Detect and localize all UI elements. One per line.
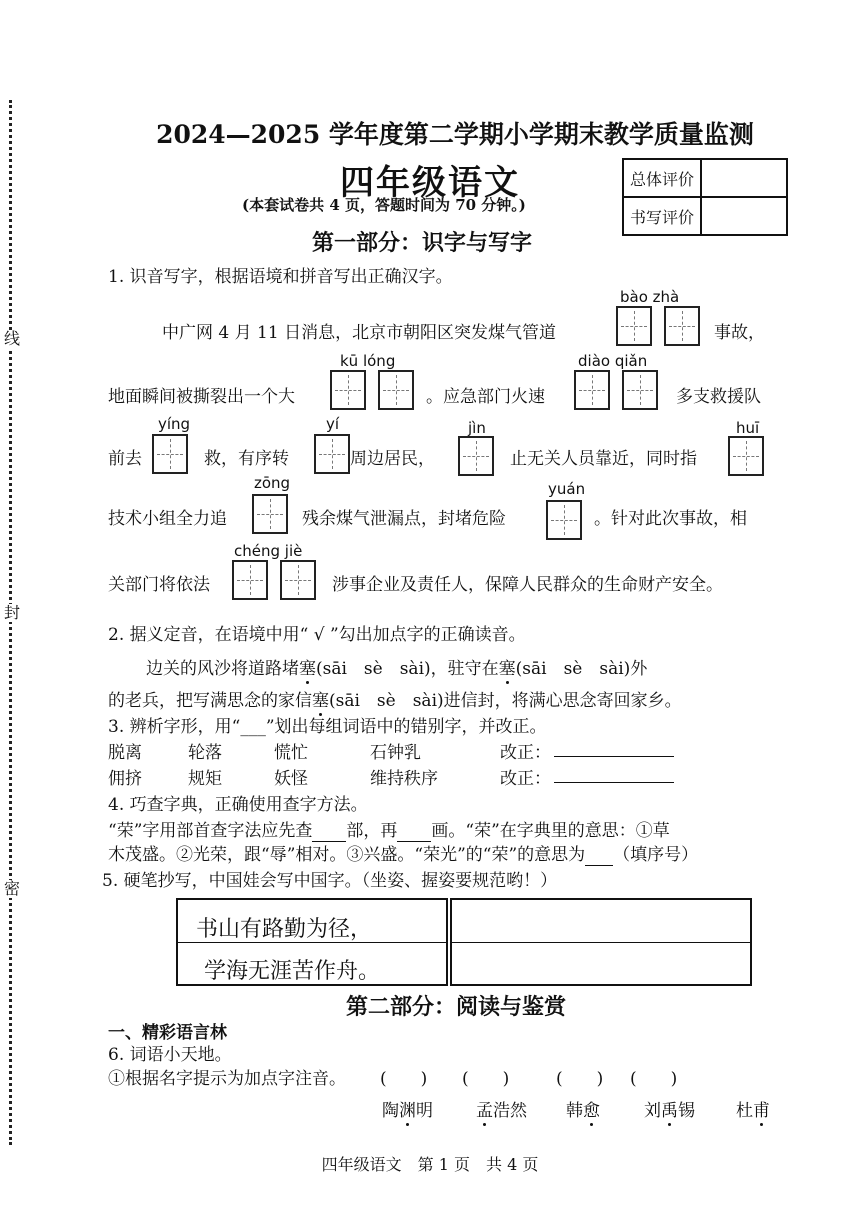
pinyin-baozha: bào zhà (620, 288, 680, 306)
pinyin-ying: yíng (158, 415, 191, 433)
name-item: 刘禹锡 (644, 1101, 695, 1121)
pinyin-chengjie: chéng jiè (234, 542, 303, 560)
name-item: 孟浩然 (476, 1101, 527, 1121)
evaluation-table (622, 158, 788, 236)
q1-text: 止无关人员靠近，同时指 (510, 449, 697, 469)
q1-text: 前去 (108, 449, 142, 469)
page-footer: 四年级语文 第 1 页 共 4 页 (321, 1155, 539, 1174)
q4-stem: 4. 巧查字典，正确使用查字方法。 (108, 795, 368, 815)
eval-label-overall: 总体评价 (623, 159, 701, 197)
q1-text: 多支救援队 (676, 387, 761, 407)
tian-box[interactable] (622, 370, 658, 410)
eval-label-writing: 书写评价 (623, 197, 701, 235)
q3-fix-line[interactable] (554, 782, 674, 783)
pinyin-yi: yí (326, 415, 340, 433)
binding-char-secret: 密 (4, 879, 21, 898)
dotted-char: 禹 (661, 1101, 678, 1121)
q3-fix-line[interactable] (554, 756, 674, 757)
dotted-char: 渊 (399, 1101, 416, 1121)
q2-line2: 的老兵，把写满思念的家信塞(sāi sè sài)进信封，将满心思念寄回家乡。 (108, 691, 682, 711)
dotted-char: 愈 (583, 1101, 600, 1121)
name-item: 杜甫 (736, 1101, 770, 1121)
eval-value-overall[interactable] (701, 159, 787, 197)
q3-word: 慌忙 (274, 743, 308, 763)
q1-text: 。应急部门火速 (426, 387, 545, 407)
q2-stem: 2. 据义定音，在语境中用“ √ ”勾出加点字的正确读音。 (108, 625, 526, 645)
blank-strokes[interactable] (397, 821, 431, 842)
part1-title: 第一部分：识字与写字 (312, 230, 533, 256)
q2-line1: 边关的风沙将道路堵塞(sāi sè sài)，驻守在塞(sāi sè sài)外 (146, 659, 648, 679)
q3-word: 维持秩序 (370, 769, 438, 789)
answer-paren[interactable]: ( ) (630, 1069, 678, 1089)
copy-source-line: 学海无涯苦作舟。 (204, 959, 381, 984)
binding-dotted-line (9, 100, 12, 1145)
q3-stem: 3. 辨析字形，用“___”划出每组词语中的错别字，并改正。 (108, 717, 547, 737)
q1-text: 周边居民， (350, 449, 435, 469)
q3-fix-label: 改正： (500, 743, 551, 763)
q4-line1: “荣”字用部首查字法应先查 部，再 画。“荣”在字典里的意思：①草 (108, 821, 670, 841)
q1-text: 残余煤气泄漏点，封堵危险 (302, 509, 506, 529)
pinyin-diaoqian: diào qiǎn (578, 352, 648, 370)
tian-box[interactable] (378, 370, 414, 410)
tian-box[interactable] (280, 560, 316, 600)
tian-box[interactable] (314, 434, 350, 474)
tian-box[interactable] (728, 436, 764, 476)
tian-box[interactable] (152, 434, 188, 474)
q1-text: 救，有序转 (204, 449, 289, 469)
q1-stem: 1. 识音写字，根据语境和拼音写出正确汉字。 (108, 267, 453, 287)
copy-answer-box[interactable] (450, 898, 752, 986)
pinyin-jin: jìn (468, 419, 486, 437)
pinyin-kulong: kū lóng (340, 352, 396, 370)
q3-word: 脱离 (108, 743, 142, 763)
q1-text: 涉事企业及责任人，保障人民群众的生命财产安全。 (332, 575, 723, 595)
tian-box[interactable] (574, 370, 610, 410)
q3-word: 规矩 (188, 769, 222, 789)
name-item: 韩愈 (566, 1101, 600, 1121)
q3-word: 妖怪 (274, 769, 308, 789)
q1-text: 关部门将依法 (108, 575, 210, 595)
q3-word: 石钟乳 (370, 743, 421, 763)
name-item: 陶渊明 (382, 1101, 433, 1121)
section1-title: 一、精彩语言林 (108, 1023, 227, 1043)
q1-text: 事故， (714, 323, 765, 343)
copy-source-line: 书山有路勤为径， (196, 917, 373, 942)
q1-text: 中广网 4 月 11 日消息，北京市朝阳区突发煤气管道 (162, 323, 557, 343)
tian-box[interactable] (458, 436, 494, 476)
exam-title: 2024—2025 学年度第二学期小学期末教学质量监测 (156, 120, 754, 149)
binding-char-line: 线 (4, 329, 21, 348)
eval-value-writing[interactable] (701, 197, 787, 235)
dotted-char: 甫 (753, 1101, 770, 1121)
dotted-char: 塞 (498, 659, 516, 679)
q5-stem: 5. 硬笔抄写，中国娃会写中国字。（坐姿、握姿要规范哟！） (102, 871, 558, 891)
q4-line2: 木茂盛。②光荣，跟“辱”相对。③兴盛。“荣光”的“荣”的意思为 （填序号） (108, 845, 699, 865)
q1-text: 地面瞬间被撕裂出一个大 (108, 387, 295, 407)
q3-word: 轮落 (188, 743, 222, 763)
blank-radical[interactable] (312, 821, 346, 842)
tian-box[interactable] (616, 306, 652, 346)
binding-char-seal: 封 (4, 603, 21, 622)
tian-box[interactable] (232, 560, 268, 600)
tian-box[interactable] (546, 500, 582, 540)
q1-text: 。针对此次事故，相 (594, 509, 747, 529)
q6-stem: 6. 词语小天地。 (108, 1045, 232, 1065)
dotted-char: 塞 (312, 691, 329, 711)
q3-word: 佣挤 (108, 769, 142, 789)
tian-box[interactable] (664, 306, 700, 346)
dotted-char: 塞 (299, 659, 316, 679)
exam-subtitle: 四年级语文 (340, 163, 520, 203)
pinyin-hui: huī (736, 419, 760, 437)
q6-sub1: ①根据名字提示为加点字注音。 (108, 1069, 346, 1089)
tian-box[interactable] (330, 370, 366, 410)
copy-row-divider (452, 942, 750, 943)
q3-fix-label: 改正： (500, 769, 551, 789)
tian-box[interactable] (252, 494, 288, 534)
blank-meaning[interactable] (585, 845, 613, 866)
part2-title: 第二部分：阅读与鉴赏 (346, 994, 567, 1020)
dotted-char: 孟 (476, 1101, 493, 1121)
q1-text: 技术小组全力追 (108, 509, 227, 529)
pinyin-zong: zōng (254, 474, 291, 492)
answer-paren[interactable]: ( ) (556, 1069, 604, 1089)
answer-paren[interactable]: ( ) (462, 1069, 510, 1089)
exam-note: (本套试卷共 4 页，答题时间为 70 分钟。) (242, 196, 526, 214)
pinyin-yuan: yuán (548, 480, 586, 498)
answer-paren[interactable]: ( ) (380, 1069, 428, 1089)
